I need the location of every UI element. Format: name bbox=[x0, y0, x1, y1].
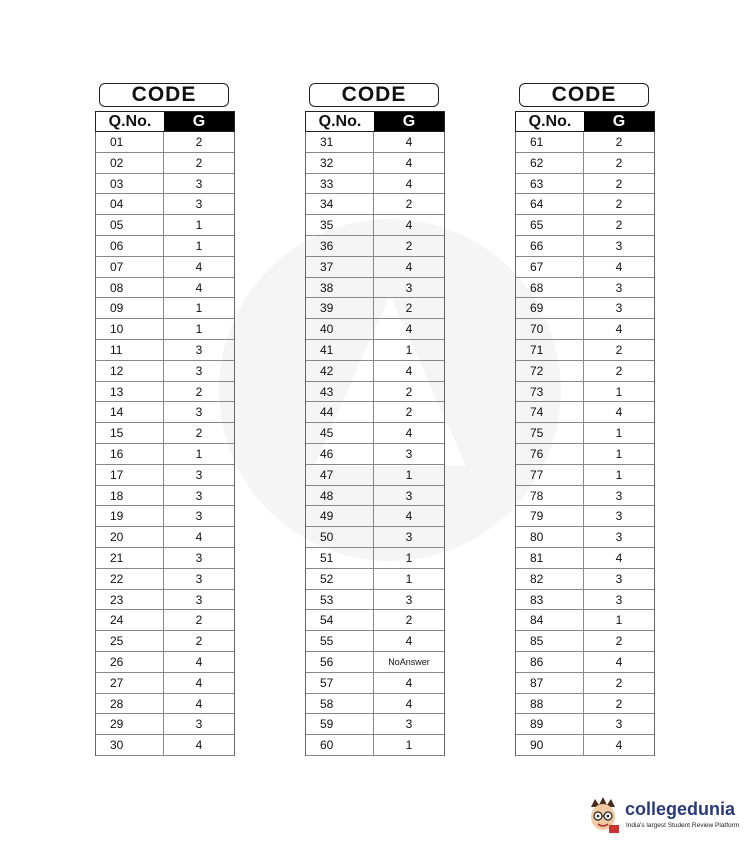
answer-value: 2 bbox=[405, 384, 413, 399]
answer-value: 3 bbox=[405, 446, 413, 461]
answer-value: 2 bbox=[405, 197, 413, 212]
table-row bbox=[306, 714, 444, 735]
question-number: 16 bbox=[96, 444, 164, 464]
set-header: G bbox=[374, 112, 444, 131]
answer-value: 1 bbox=[405, 467, 413, 482]
table-row bbox=[96, 174, 234, 195]
answer-value: 4 bbox=[405, 675, 413, 690]
qno-header: Q.No. bbox=[516, 112, 584, 131]
answer-key-table-3 bbox=[515, 83, 655, 756]
table-row bbox=[306, 236, 444, 257]
question-number: 88 bbox=[516, 694, 584, 714]
answer-value: 2 bbox=[195, 634, 203, 649]
code-label: CODE bbox=[99, 83, 229, 107]
table-row bbox=[96, 465, 234, 486]
table-row bbox=[306, 423, 444, 444]
question-number: 19 bbox=[96, 506, 164, 526]
table-row bbox=[516, 673, 654, 694]
table-row bbox=[96, 402, 234, 423]
question-number: 86 bbox=[516, 652, 584, 672]
question-number: 50 bbox=[306, 527, 374, 547]
question-number: 31 bbox=[306, 132, 374, 152]
table-row bbox=[516, 298, 654, 319]
answer-value: 4 bbox=[195, 280, 203, 295]
table-row bbox=[306, 174, 444, 195]
answer-value: 1 bbox=[615, 613, 623, 628]
table-row bbox=[516, 194, 654, 215]
answer-value: 4 bbox=[615, 738, 623, 753]
answer-value: 2 bbox=[195, 135, 203, 149]
question-number: 66 bbox=[516, 236, 584, 256]
answer-value: 3 bbox=[615, 509, 623, 524]
table-row bbox=[306, 319, 444, 340]
question-number: 56 bbox=[306, 652, 374, 672]
question-number: 17 bbox=[96, 465, 164, 485]
table-row bbox=[516, 132, 654, 153]
question-number: 75 bbox=[516, 423, 584, 443]
answer-value: 2 bbox=[615, 634, 623, 649]
qno-header: Q.No. bbox=[96, 112, 164, 131]
question-number: 51 bbox=[306, 548, 374, 568]
table-row bbox=[306, 694, 444, 715]
question-number: 44 bbox=[306, 402, 374, 422]
answer-value: 1 bbox=[195, 218, 203, 233]
question-number: 69 bbox=[516, 298, 584, 318]
answer-value: 2 bbox=[405, 613, 413, 628]
answer-value: 2 bbox=[615, 197, 623, 212]
table-row bbox=[516, 278, 654, 299]
answer-value: 2 bbox=[405, 238, 413, 253]
question-number: 58 bbox=[306, 694, 374, 714]
table-header bbox=[305, 111, 445, 132]
answer-value: 1 bbox=[405, 550, 413, 565]
question-number: 26 bbox=[96, 652, 164, 672]
question-number: 90 bbox=[516, 735, 584, 755]
table-row bbox=[516, 694, 654, 715]
answer-value: 1 bbox=[615, 446, 623, 461]
question-number: 08 bbox=[96, 278, 164, 298]
table-row bbox=[516, 631, 654, 652]
question-number: 77 bbox=[516, 465, 584, 485]
question-number: 03 bbox=[96, 174, 164, 194]
table-row bbox=[96, 298, 234, 319]
table-row bbox=[516, 735, 654, 756]
question-number: 01 bbox=[96, 132, 164, 152]
question-number: 39 bbox=[306, 298, 374, 318]
table-row bbox=[516, 361, 654, 382]
question-number: 76 bbox=[516, 444, 584, 464]
question-number: 85 bbox=[516, 631, 584, 651]
answer-value: 4 bbox=[195, 675, 203, 690]
question-number: 18 bbox=[96, 486, 164, 506]
table-row bbox=[516, 153, 654, 174]
table-row bbox=[306, 257, 444, 278]
question-number: 63 bbox=[516, 174, 584, 194]
table-row bbox=[516, 257, 654, 278]
table-row bbox=[306, 548, 444, 569]
table-row bbox=[96, 278, 234, 299]
table-row bbox=[96, 548, 234, 569]
question-number: 81 bbox=[516, 548, 584, 568]
question-number: 87 bbox=[516, 673, 584, 693]
question-number: 54 bbox=[306, 610, 374, 630]
answer-value: 1 bbox=[405, 571, 413, 586]
table-row bbox=[96, 590, 234, 611]
question-number: 06 bbox=[96, 236, 164, 256]
table-body bbox=[305, 132, 445, 756]
question-number: 41 bbox=[306, 340, 374, 360]
question-number: 37 bbox=[306, 257, 374, 277]
qno-header: Q.No. bbox=[306, 112, 374, 131]
answer-value: 3 bbox=[615, 488, 623, 503]
question-number: 53 bbox=[306, 590, 374, 610]
answer-value: 3 bbox=[195, 342, 203, 357]
answer-value: 3 bbox=[405, 280, 413, 295]
question-number: 79 bbox=[516, 506, 584, 526]
answer-value: 3 bbox=[195, 363, 203, 378]
answer-value: 4 bbox=[195, 259, 203, 274]
question-number: 34 bbox=[306, 194, 374, 214]
answer-value: 1 bbox=[195, 322, 203, 337]
table-row bbox=[516, 340, 654, 361]
answer-value: 2 bbox=[615, 696, 623, 711]
answer-value: 3 bbox=[615, 717, 623, 732]
question-number: 52 bbox=[306, 569, 374, 589]
table-row bbox=[96, 569, 234, 590]
question-number: 36 bbox=[306, 236, 374, 256]
question-number: 30 bbox=[96, 735, 164, 755]
table-row bbox=[96, 236, 234, 257]
question-number: 84 bbox=[516, 610, 584, 630]
answer-key-table-1 bbox=[95, 83, 235, 756]
table-row bbox=[96, 527, 234, 548]
table-row bbox=[516, 714, 654, 735]
question-number: 15 bbox=[96, 423, 164, 443]
question-number: 05 bbox=[96, 215, 164, 235]
table-row bbox=[306, 215, 444, 236]
answer-key-table-2 bbox=[305, 83, 445, 756]
table-row bbox=[306, 278, 444, 299]
table-row bbox=[306, 506, 444, 527]
answer-value: 4 bbox=[405, 509, 413, 524]
answer-value: 4 bbox=[405, 155, 413, 170]
question-number: 22 bbox=[96, 569, 164, 589]
question-number: 47 bbox=[306, 465, 374, 485]
question-number: 12 bbox=[96, 361, 164, 381]
table-row bbox=[516, 215, 654, 236]
question-number: 71 bbox=[516, 340, 584, 360]
set-header: G bbox=[164, 112, 234, 131]
question-number: 78 bbox=[516, 486, 584, 506]
answer-value: 4 bbox=[195, 738, 203, 753]
question-number: 73 bbox=[516, 382, 584, 402]
table-row bbox=[306, 569, 444, 590]
question-number: 72 bbox=[516, 361, 584, 381]
table-row bbox=[306, 735, 444, 756]
answer-value: 2 bbox=[405, 301, 413, 316]
table-row bbox=[96, 444, 234, 465]
table-row bbox=[96, 423, 234, 444]
table-row bbox=[516, 527, 654, 548]
answer-value: 2 bbox=[615, 218, 623, 233]
question-number: 35 bbox=[306, 215, 374, 235]
table-row bbox=[516, 590, 654, 611]
table-row bbox=[96, 340, 234, 361]
answer-value: 2 bbox=[615, 155, 623, 170]
answer-value: 4 bbox=[615, 550, 623, 565]
answer-value: 2 bbox=[615, 363, 623, 378]
answer-value: 3 bbox=[195, 717, 203, 732]
table-row bbox=[306, 444, 444, 465]
table-row bbox=[516, 423, 654, 444]
question-number: 09 bbox=[96, 298, 164, 318]
answer-value: 3 bbox=[405, 530, 413, 545]
answer-value: 2 bbox=[615, 135, 623, 149]
set-header: G bbox=[584, 112, 654, 131]
table-row bbox=[516, 174, 654, 195]
answer-value: 3 bbox=[195, 509, 203, 524]
question-number: 48 bbox=[306, 486, 374, 506]
table-row bbox=[96, 361, 234, 382]
table-row bbox=[306, 486, 444, 507]
table-row bbox=[96, 735, 234, 756]
answer-value: 3 bbox=[195, 571, 203, 586]
answer-value: 2 bbox=[615, 675, 623, 690]
table-row bbox=[96, 506, 234, 527]
question-number: 40 bbox=[306, 319, 374, 339]
question-number: 80 bbox=[516, 527, 584, 547]
table-row bbox=[516, 402, 654, 423]
answer-value: 3 bbox=[615, 592, 623, 607]
table-row bbox=[96, 486, 234, 507]
question-number: 89 bbox=[516, 714, 584, 734]
table-row bbox=[96, 257, 234, 278]
table-row bbox=[306, 382, 444, 403]
table-row bbox=[96, 652, 234, 673]
question-number: 13 bbox=[96, 382, 164, 402]
brand-watermark bbox=[585, 795, 744, 835]
answer-value: 3 bbox=[195, 550, 203, 565]
table-row bbox=[96, 382, 234, 403]
answer-value: 2 bbox=[195, 426, 203, 441]
question-number: 24 bbox=[96, 610, 164, 630]
question-number: 49 bbox=[306, 506, 374, 526]
question-number: 68 bbox=[516, 278, 584, 298]
question-number: 62 bbox=[516, 153, 584, 173]
table-row bbox=[306, 610, 444, 631]
question-number: 74 bbox=[516, 402, 584, 422]
table-row bbox=[306, 340, 444, 361]
table-row bbox=[516, 548, 654, 569]
table-body bbox=[95, 132, 235, 756]
answer-value: NoAnswer bbox=[388, 656, 430, 667]
question-number: 23 bbox=[96, 590, 164, 610]
question-number: 33 bbox=[306, 174, 374, 194]
question-number: 45 bbox=[306, 423, 374, 443]
answer-value: 4 bbox=[405, 426, 413, 441]
answer-value: 4 bbox=[195, 696, 203, 711]
question-number: 38 bbox=[306, 278, 374, 298]
table-row bbox=[516, 319, 654, 340]
table-row bbox=[516, 236, 654, 257]
table-row bbox=[306, 527, 444, 548]
question-number: 02 bbox=[96, 153, 164, 173]
question-number: 65 bbox=[516, 215, 584, 235]
answer-value: 2 bbox=[195, 613, 203, 628]
answer-value: 2 bbox=[615, 342, 623, 357]
brand-name: collegedunia bbox=[625, 799, 736, 819]
question-number: 82 bbox=[516, 569, 584, 589]
table-header bbox=[515, 111, 655, 132]
answer-value: 1 bbox=[615, 426, 623, 441]
answer-value: 4 bbox=[405, 634, 413, 649]
answer-value: 1 bbox=[615, 467, 623, 482]
table-row bbox=[516, 486, 654, 507]
table-row bbox=[306, 652, 444, 673]
answer-value: 1 bbox=[195, 446, 203, 461]
question-number: 42 bbox=[306, 361, 374, 381]
table-row bbox=[516, 569, 654, 590]
table-row bbox=[306, 298, 444, 319]
answer-value: 3 bbox=[195, 405, 203, 420]
answer-value: 3 bbox=[195, 197, 203, 212]
answer-value: 4 bbox=[615, 654, 623, 669]
answer-value: 1 bbox=[405, 738, 413, 753]
answer-value: 4 bbox=[405, 135, 413, 149]
answer-value: 2 bbox=[195, 155, 203, 170]
table-row bbox=[306, 631, 444, 652]
answer-value: 4 bbox=[195, 530, 203, 545]
answer-value: 3 bbox=[615, 571, 623, 586]
table-row bbox=[96, 132, 234, 153]
answer-value: 2 bbox=[195, 384, 203, 399]
question-number: 11 bbox=[96, 340, 164, 360]
answer-value: 3 bbox=[615, 280, 623, 295]
answer-value: 3 bbox=[195, 176, 203, 191]
answer-value: 3 bbox=[195, 592, 203, 607]
table-row bbox=[96, 610, 234, 631]
table-body bbox=[515, 132, 655, 756]
answer-value: 3 bbox=[615, 238, 623, 253]
table-row bbox=[306, 132, 444, 153]
answer-value: 4 bbox=[405, 696, 413, 711]
table-row bbox=[306, 194, 444, 215]
table-row bbox=[96, 673, 234, 694]
question-number: 21 bbox=[96, 548, 164, 568]
table-row bbox=[306, 590, 444, 611]
answer-value: 1 bbox=[615, 384, 623, 399]
question-number: 55 bbox=[306, 631, 374, 651]
question-number: 28 bbox=[96, 694, 164, 714]
answer-value: 4 bbox=[405, 363, 413, 378]
table-row bbox=[516, 444, 654, 465]
table-row bbox=[96, 153, 234, 174]
question-number: 07 bbox=[96, 257, 164, 277]
answer-value: 4 bbox=[195, 654, 203, 669]
table-row bbox=[306, 402, 444, 423]
table-row bbox=[96, 215, 234, 236]
table-row bbox=[306, 465, 444, 486]
table-row bbox=[96, 714, 234, 735]
code-label: CODE bbox=[519, 83, 649, 107]
table-row bbox=[516, 652, 654, 673]
table-header bbox=[95, 111, 235, 132]
table-row bbox=[306, 673, 444, 694]
question-number: 29 bbox=[96, 714, 164, 734]
question-number: 27 bbox=[96, 673, 164, 693]
question-number: 60 bbox=[306, 735, 374, 755]
table-row bbox=[516, 465, 654, 486]
table-row bbox=[96, 694, 234, 715]
answer-value: 3 bbox=[405, 488, 413, 503]
question-number: 59 bbox=[306, 714, 374, 734]
answer-value: 4 bbox=[405, 176, 413, 191]
table-row bbox=[306, 361, 444, 382]
question-number: 04 bbox=[96, 194, 164, 214]
answer-value: 4 bbox=[405, 218, 413, 233]
question-number: 83 bbox=[516, 590, 584, 610]
table-row bbox=[96, 631, 234, 652]
answer-value: 4 bbox=[615, 259, 623, 274]
answer-value: 1 bbox=[405, 342, 413, 357]
answer-value: 3 bbox=[615, 301, 623, 316]
question-number: 20 bbox=[96, 527, 164, 547]
table-row bbox=[96, 194, 234, 215]
brand-tagline: India's largest Student Review Platform bbox=[626, 822, 740, 829]
table-row bbox=[96, 319, 234, 340]
answer-value: 2 bbox=[615, 176, 623, 191]
question-number: 70 bbox=[516, 319, 584, 339]
question-number: 46 bbox=[306, 444, 374, 464]
question-number: 61 bbox=[516, 132, 584, 152]
answer-value: 1 bbox=[195, 238, 203, 253]
answer-value: 3 bbox=[195, 488, 203, 503]
answer-value: 3 bbox=[405, 592, 413, 607]
table-row bbox=[306, 153, 444, 174]
answer-value: 4 bbox=[405, 322, 413, 337]
mascot-icon bbox=[585, 795, 621, 835]
answer-value: 3 bbox=[195, 467, 203, 482]
table-row bbox=[516, 610, 654, 631]
question-number: 25 bbox=[96, 631, 164, 651]
table-row bbox=[516, 506, 654, 527]
answer-value: 3 bbox=[615, 530, 623, 545]
answer-value: 4 bbox=[405, 259, 413, 274]
answer-value: 3 bbox=[405, 717, 413, 732]
question-number: 64 bbox=[516, 194, 584, 214]
question-number: 67 bbox=[516, 257, 584, 277]
answer-value: 2 bbox=[405, 405, 413, 420]
answer-value: 4 bbox=[615, 405, 623, 420]
answer-value: 1 bbox=[195, 301, 203, 316]
question-number: 43 bbox=[306, 382, 374, 402]
code-label: CODE bbox=[309, 83, 439, 107]
question-number: 10 bbox=[96, 319, 164, 339]
table-row bbox=[516, 382, 654, 403]
answer-value: 4 bbox=[615, 322, 623, 337]
question-number: 32 bbox=[306, 153, 374, 173]
question-number: 57 bbox=[306, 673, 374, 693]
question-number: 14 bbox=[96, 402, 164, 422]
